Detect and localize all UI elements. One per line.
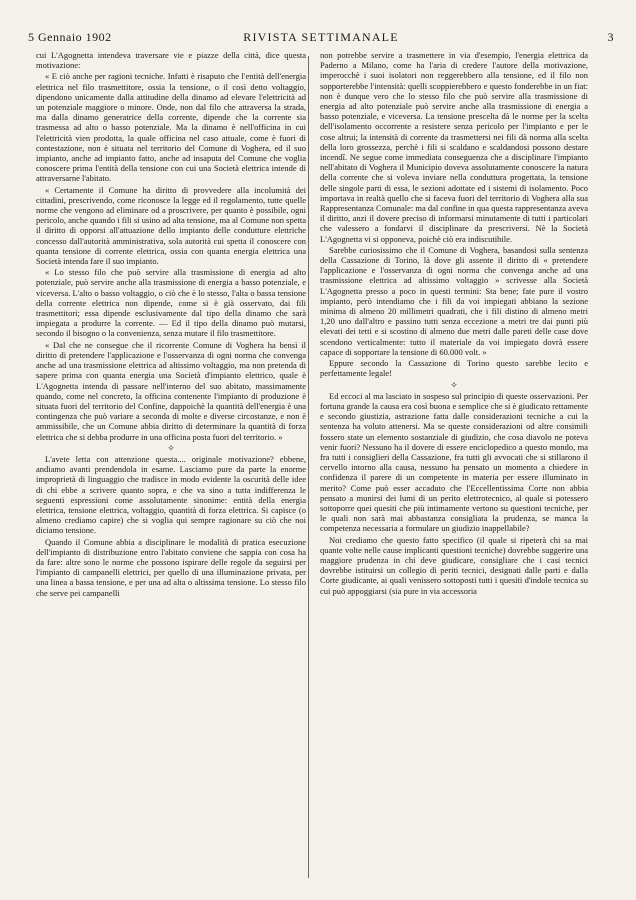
section-ornament: ✧ <box>167 442 175 453</box>
section-ornament: ✧ <box>450 379 458 390</box>
paragraph: Eppure secondo la Cassazione di Torino questo sarebbe lecito e perfettamente legale! <box>320 358 588 379</box>
paragraph: Quando il Comune abbia a disciplinare le modalità di pratica esecuzione dell'impianto di distribuzione entro l'abitato conviene che sappia con cosa ha da fare: altre sono le norme che possono ispirare delle regole da seguirsi per l'impianto di campanelli elettrici, per quello di una illuminazione privata, per una linea a bassa tensione, e per una ad alta o altissima tensione. Lo stesso filo che serve pei campanelli <box>36 536 306 598</box>
paragraph: Sarebbe curiosissimo che il Comune di Voghera, basandosi sulla sentenza della Cassazione di Torino, là dove gli assente il diritto di « pretendere l'applicazione e l'osservanza di ogni norma che convenga anche ad una trasmissione elettrica ad altissimo voltaggio » scrivesse alla Società L'Agognetta presso a poco in questi termini: Sta bene; fate pure il vostro impianto, però intendiamo che i fili da voi impiegati abbiano la sezione minima di almeno 20 millimetri quadrati, che i fili distino di almeno metri 1,20 uno dall'altro e passino tutti senza eccezione a metri tre dai punti più elevati dei tetti e si scostino di almeno due metri dalle pareti delle case dove scendono verticalmente: tutto il materiale da voi impiegato dovrà essere capace di sopportare la tensione di 60.000 volt. » <box>320 244 588 357</box>
left-column <box>36 50 306 599</box>
paragraph: « Dal che ne consegue che il ricorrente Comune di Voghera ha bensì il diritto di pretendere l'applicazione e l'osservanza di ogni norma che convenga anche ad una trasmissione elettrica ad altissimo voltaggio, ma non pretenda di sapere prima con quanta energia una Società d'impianto elettrico, quale è L'Agognetta intenda di passare nell'interno del suo abitato, massimamente quando, come nel concreto, la officina contenente l'impianto di produzione è situata fuori del territorio del Confine, dappoichè la quantità dell'energia è una contingenza che può variare a seconda di molte e diverse circostanze, e non è ammissibile, che un Comune abbia diritto di determinare la quantità di forza elettrica che si debba produrre in una officina posta fuori del territorio. » <box>36 339 306 442</box>
paragraph: L'avete letta con attenzione questa.... originale motivazione? ebbene, andiamo avanti prendendola in esame. Lasciamo pure da parte la enorme improprietà di linguaggio che tradisce in modo evidente la oscurità delle idee di chi ebbe a scrivere quanto sopra, e che va sino a tutta indifferenza le seguenti espressioni come assolutamente sinonime: entità della energia elettrica, tensione elettrica, voltaggio, quantità di forza elettrica. Si capisce (o almeno crediamo capire) che si voglia qui sempre ragionare su ciò che noi diciamo tensione. <box>36 453 306 536</box>
header-page-number: 3 <box>607 30 614 44</box>
paragraph: « Certamente il Comune ha diritto di provvedere alla incolumità dei cittadini, prescrivendo, come riconosce la legge ed il regolamento, tutte quelle norme che vengono ad eliminare od a proscrivere, per quanto è possibile, ogni pericolo, anche quando i fili si usino ad alta tensione, ma al Comune non spetta il diritto di opporsi all'attuazione dello impianto delle condutture elettriche concesso dall'autorità amministrativa, sola autorità cui spetta il conoscere con quanta tensione di corrente elettrica, ossia con quanta energia elettrica una Società intenda fare il suo impianto. <box>36 184 306 267</box>
paragraph: cui L'Agognetta intendeva traversare vie e piazze della città, dice questa motivazione: <box>36 50 306 71</box>
paragraph: « Lo stesso filo che può servire alla trasmissione di energia ad alto potenziale, può servire anche alla trasmissione di energia a basso potenziale, e viceversa. L'alto o basso voltaggio, o ciò che è lo stesso, l'alta o bassa tensione della corrente elettrica non dipende, come si è già osservato, dai fili trasmettitori; essa dipende esclusivamente dal tipo della dinamo che sarà impiegata a produrre la corrente. — Ed il tipo della dinamo può mutarsi, secondo il bisogno o la convenienza, senza mutare il filo trasmettitore. <box>36 267 306 339</box>
paragraph: Ed eccoci al ma lasciato in sospeso sul principio di queste osservazioni. Per fortuna grande la causa era così buona e semplice che si è giudicato rettamente e secondo giustizia, astrazione fatta dalle considerazioni tecniche a cui la sentenza ha voluto attenersi. Ma se queste considerazioni od altre consimili fossero state un elemento sostanziale di giudizio, che cosa diavolo ne poteva venir fuori? Nessuno ha il dovere di essere enciclopedico a questo mondo, ma fra tutti i consiglieri della Cassazione, fra tutti gli avvocati che si stillarono il cervello intorno alla causa, nessuno ha pensato un momento a chiedere in confidenza il parere di un competente in materia per essere illuminato in merito? Come può esser accaduto che l'Eccellentissima Corte non abbia pensato a munirsi dei lumi di un perito elettrotecnico, al quale si potessero sottoporre quei quesiti che più intimamente vertono su questioni tecniche, per le quali non sarà mai abbastanza consigliata la prudenza, se manca la competenza necessaria a formulare un giudizio inappellabile? <box>320 390 588 534</box>
column-divider <box>308 56 309 878</box>
header-journal-title: RIVISTA SETTIMANALE <box>243 30 399 44</box>
paragraph: Noi crediamo che questo fatto specifico (il quale si ripeterà chi sa mai quante volte nelle cause implicanti questioni tecniche) dovrebbe suggerire una maggiore prudenza in chi deve giudicare, consigliare che i casi tecnici dovrebbe istituirsi un collegio di periti tecnici, designati dalle parti e dalla Corte giudicante, ai quali venissero sottoposti tutti i quesiti d'indole tecnica su cui può appoggiarsi (sia pure in via accessoria <box>320 534 588 596</box>
paragraph: « E ciò anche per ragioni tecniche. Infatti è risaputo che l'entità dell'energia elettrica nel filo trasmettitore, ossia la tensione, o il così detto voltaggio, dipendono unicamente dalla attitudine della dinamo ad elevare l'elettricità ad un potenziale maggiore o minore. Onde, non dal filo che attraversa la strada, ma dalla dinamo generatrice della corrente, dipende che la corrente sia trasmessa ad alto o basso potenziale. Ma la dinamo è nell'officina in cui l'elettricità vien prodotta, la quale officina nel caso attuale, come è fuori di contestazione, non è situata nel territorio del Comune di Voghera, ed il suo impianto, anche ad impianto fatto, anche ad insaputa del Comune che voglia conoscere prima l'entità della tensione con cui una Società elettrica intende di attraversarne l'abitato. <box>36 71 306 184</box>
page-header <box>28 30 614 50</box>
paragraph: non potrebbe servire a trasmettere in via d'esempio, l'energia elettrica da Paderno a Milano, come ha l'aria di credere l'autore della motivazione, imperocchè i suoi isolatori non reggerebbero alla tensione, ed il filo non sopporterebbe l'intensità: quelli scoppierebbero e questo fonderebbe in un fiat: non è dunque vero che lo stesso filo che può servire alla trasmissione di energia ad alto potenziale può servire anche alla trasmissione di energia a basso potenziale, e viceversa. La tensione prescelta dà le norme per la scelta dell'isolamento occorrente a resistere senza pericolo per l'impianto e per le cose altrui; la intensità di corrente da trasmettersi nei fili dà norma alla scelta della loro grossezza, perchè i fili si scaldano e scaldandosi possono destare incendî. Ne segue come immediata conseguenza che a disciplinare l'impianto nell'abitato di Voghera il Municipio doveva assolutamente conoscere la natura della corrente che si voleva inviare nella conduttura progettata, la tensione delle singole parti di essa, le sezioni adottate ed i sistemi di isolamento. Poco importava in realtà quello che si faceva fuori del territorio di Voghera alla sua Rappresentanza Comunale: ma dal confine in qua questa rappresentanza aveva il diritto, anzi il dovere preciso di informarsi minutamente di tutti i particolari che valessero a fondarvi il disciplinare da prescriversi. Nè la Società L'Agognetta vi si opponeva, poichè ciò era indiscutibile. <box>320 50 588 244</box>
right-column <box>320 50 588 597</box>
header-date: 5 Gennaio 1902 <box>28 30 112 44</box>
